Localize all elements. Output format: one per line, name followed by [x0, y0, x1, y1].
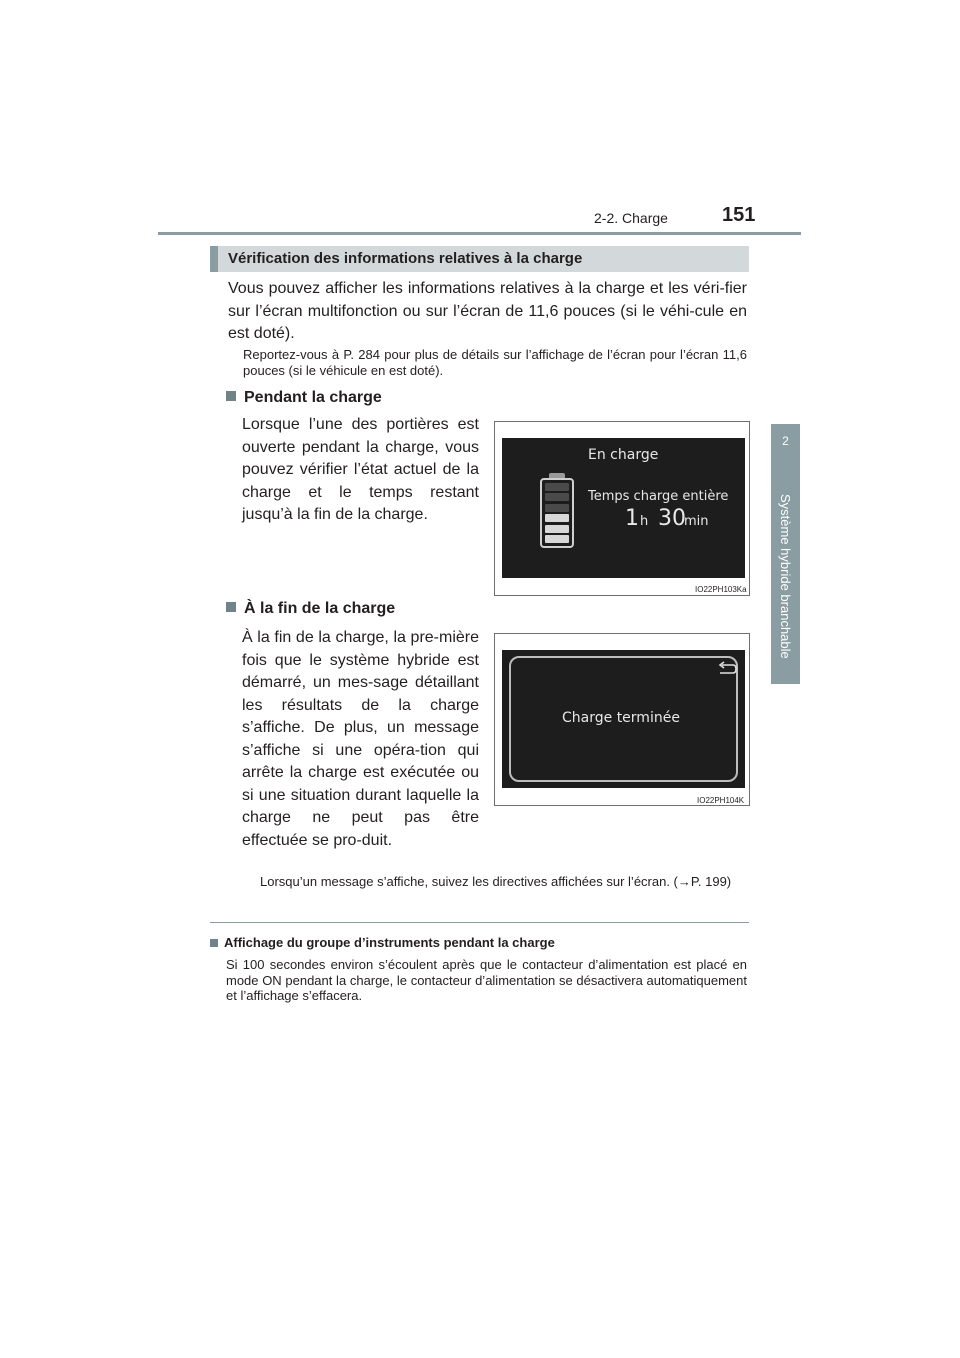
side-tab-number: 2: [782, 434, 789, 448]
figure-code: IO22PH103Ka: [695, 585, 747, 594]
subsection-end-heading: [226, 600, 395, 618]
subsection-charging-heading: [226, 389, 382, 407]
info-title: Affichage du groupe d’instruments pendant la charge: [224, 935, 555, 950]
square-bullet-icon: [210, 939, 218, 947]
battery-cell: [545, 514, 569, 522]
battery-cell: [545, 535, 569, 543]
battery-cell: [545, 504, 569, 512]
side-tab-label: Système hybride branchable: [778, 494, 793, 659]
screen-title: En charge: [588, 447, 659, 463]
intro-note: Reportez-vous à P. 284 pour plus de détails sur l’affichage de l’écran pour l’écran 11,6 pouces (si le véhicule en est doté).: [243, 347, 747, 378]
battery-cell: [545, 483, 569, 491]
square-bullet-icon: [226, 602, 236, 612]
header-section: 2-2. Charge: [594, 210, 668, 226]
battery-cell: [545, 525, 569, 533]
battery-cell: [545, 493, 569, 501]
subsection-end-text: À la fin de la charge, la pre-mière fois que le système hybride est démarré, un mes-sage détaillant les résultats de la charge s’affiche. De plus, un message s’affiche si une opéra-tion qui arrête la charge est exécutée ou si une situation durant laquelle la charge ne peut pas être effectuée se pro-duit.: [242, 629, 479, 849]
subsection-charging-title: Pendant la charge: [244, 389, 382, 406]
minutes-unit: min: [684, 514, 709, 529]
figure-code: IO22PH104K: [697, 796, 745, 805]
header-rule: [158, 232, 801, 235]
charge-complete-message: Charge terminée: [562, 710, 680, 726]
hours-unit: h: [640, 514, 649, 529]
battery-icon: [540, 478, 574, 548]
section-title: Vérification des informations relatives à la charge: [210, 246, 749, 272]
square-bullet-icon: [226, 391, 236, 401]
intro-paragraph: Vous pouvez afficher les informations relatives à la charge et les véri-fier sur l’écran multifonction ou sur l’écran de 11,6 pouces (si le véhi-cule en est doté).: [228, 280, 747, 342]
subsection-charging-text: Lorsque l’une des portières est ouverte pendant la charge, vous pouvez vérifier l’état actuel de la charge et le temps restant jusqu’à la fin de la charge.: [242, 416, 479, 523]
subsection-end-note: Lorsqu’un message s’affiche, suivez les directives affichées sur l’écran. (→P. 199): [260, 874, 732, 889]
info-text: Si 100 secondes environ s’écoulent après que le contacteur d’alimentation est placé en mode ON pendant la charge, le contacteur d’alimentation se désactivera automatiquement et l’affichage s’effacera.: [226, 957, 747, 1003]
remaining-minutes: 30: [658, 506, 686, 531]
screen-subtitle: Temps charge entière: [588, 489, 729, 504]
info-heading: [210, 935, 555, 950]
return-icon: [716, 661, 738, 677]
page-number: 151: [722, 204, 756, 226]
remaining-hours: 1: [625, 506, 639, 531]
subsection-end-title: À la fin de la charge: [244, 600, 396, 617]
info-rule: [210, 922, 749, 923]
